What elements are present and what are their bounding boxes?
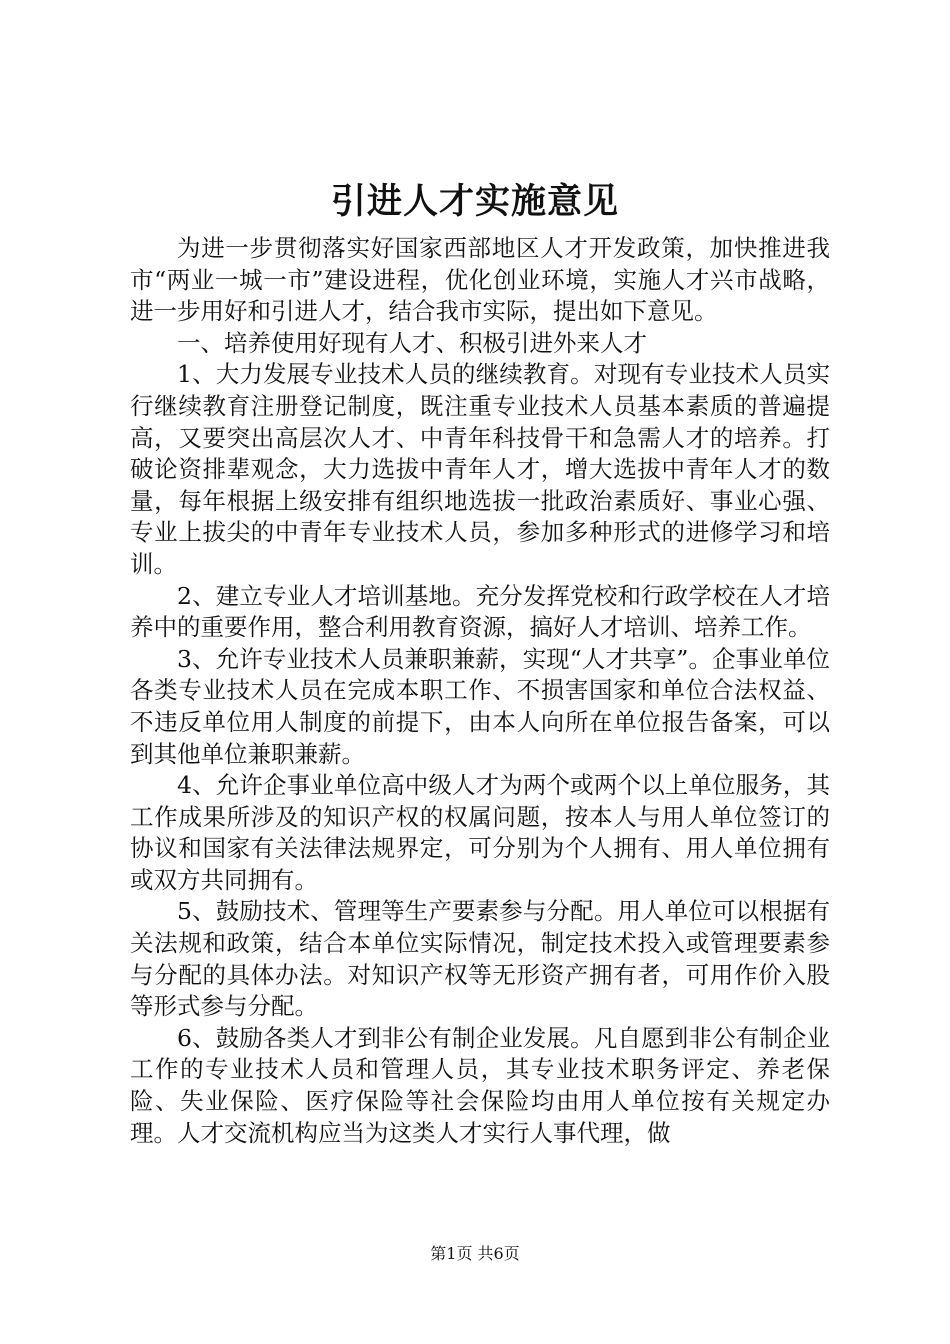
paragraph-item-6: 6、鼓励各类人才到非公有制企业发展。凡自愿到非公有制企业工作的专业技术人员和管理人员，其专业技术职务评定、养老保险、失业保险、医疗保险等社会保险均由用人单位按有关规定办理。人才交流机构应当为这类人才实行人事代理，做 (130, 1023, 830, 1147)
document-body (130, 233, 830, 1149)
paragraph-item-1: 1、大力发展专业技术人员的继续教育。对现有专业技术人员实行继续教育注册登记制度，既注重专业技术人员基本素质的普遍提高，又要突出高层次人才、中青年科技骨干和急需人才的培养。打破论资排辈观念，大力选拔中青年人才，增大选拔中青年人才的数量，每年根据上级安排有组织地选拔一批政治素质好、事业心强、专业上拔尖的中青年专业技术人员，参加多种形式的进修学习和培训。 (130, 360, 830, 578)
paragraph-item-4: 4、允许企事业单位高中级人才为两个或两个以上单位服务，其工作成果所涉及的知识产权的权属问题，按本人与用人单位签订的协议和国家有关法律法规界定，可分别为个人拥有、用人单位拥有或双方共同拥有。 (130, 771, 830, 894)
paragraph-item-5: 5、鼓励技术、管理等生产要素参与分配。用人单位可以根据有关法规和政策，结合本单位实际情况，制定技术投入或管理要素参与分配的具体办法。对知识产权等无形资产拥有者，可用作价入股等形式参与分配。 (130, 897, 830, 1021)
paragraph-item-3: 3、允许专业技术人员兼职兼薪，实现“人才共享”。企事业单位各类专业技术人员在完成本职工作、不损害国家和单位合法权益、不违反单位用人制度的前提下，由本人向所在单位报告备案，可以到其他单位兼职兼薪。 (130, 644, 830, 768)
paragraph-item-2: 2、建立专业人才培训基地。充分发挥党校和行政学校在人才培养中的重要作用，整合利用教育资源，搞好人才培训、培养工作。 (130, 581, 830, 642)
section-heading-1: 一、培养使用好现有人才、积极引进外来人才 (177, 328, 647, 357)
page-number-footer: 第1页 共6页 (430, 1244, 520, 1263)
document-title: 引进人才实施意见 (330, 181, 619, 222)
paragraph-intro: 为进一步贯彻落实好国家西部地区人才开发政策，加快推进我市“两业一城一市”建设进程，优化创业环境，实施人才兴市战略，进一步用好和引进人才，结合我市实际，提出如下意见。 (130, 234, 830, 326)
